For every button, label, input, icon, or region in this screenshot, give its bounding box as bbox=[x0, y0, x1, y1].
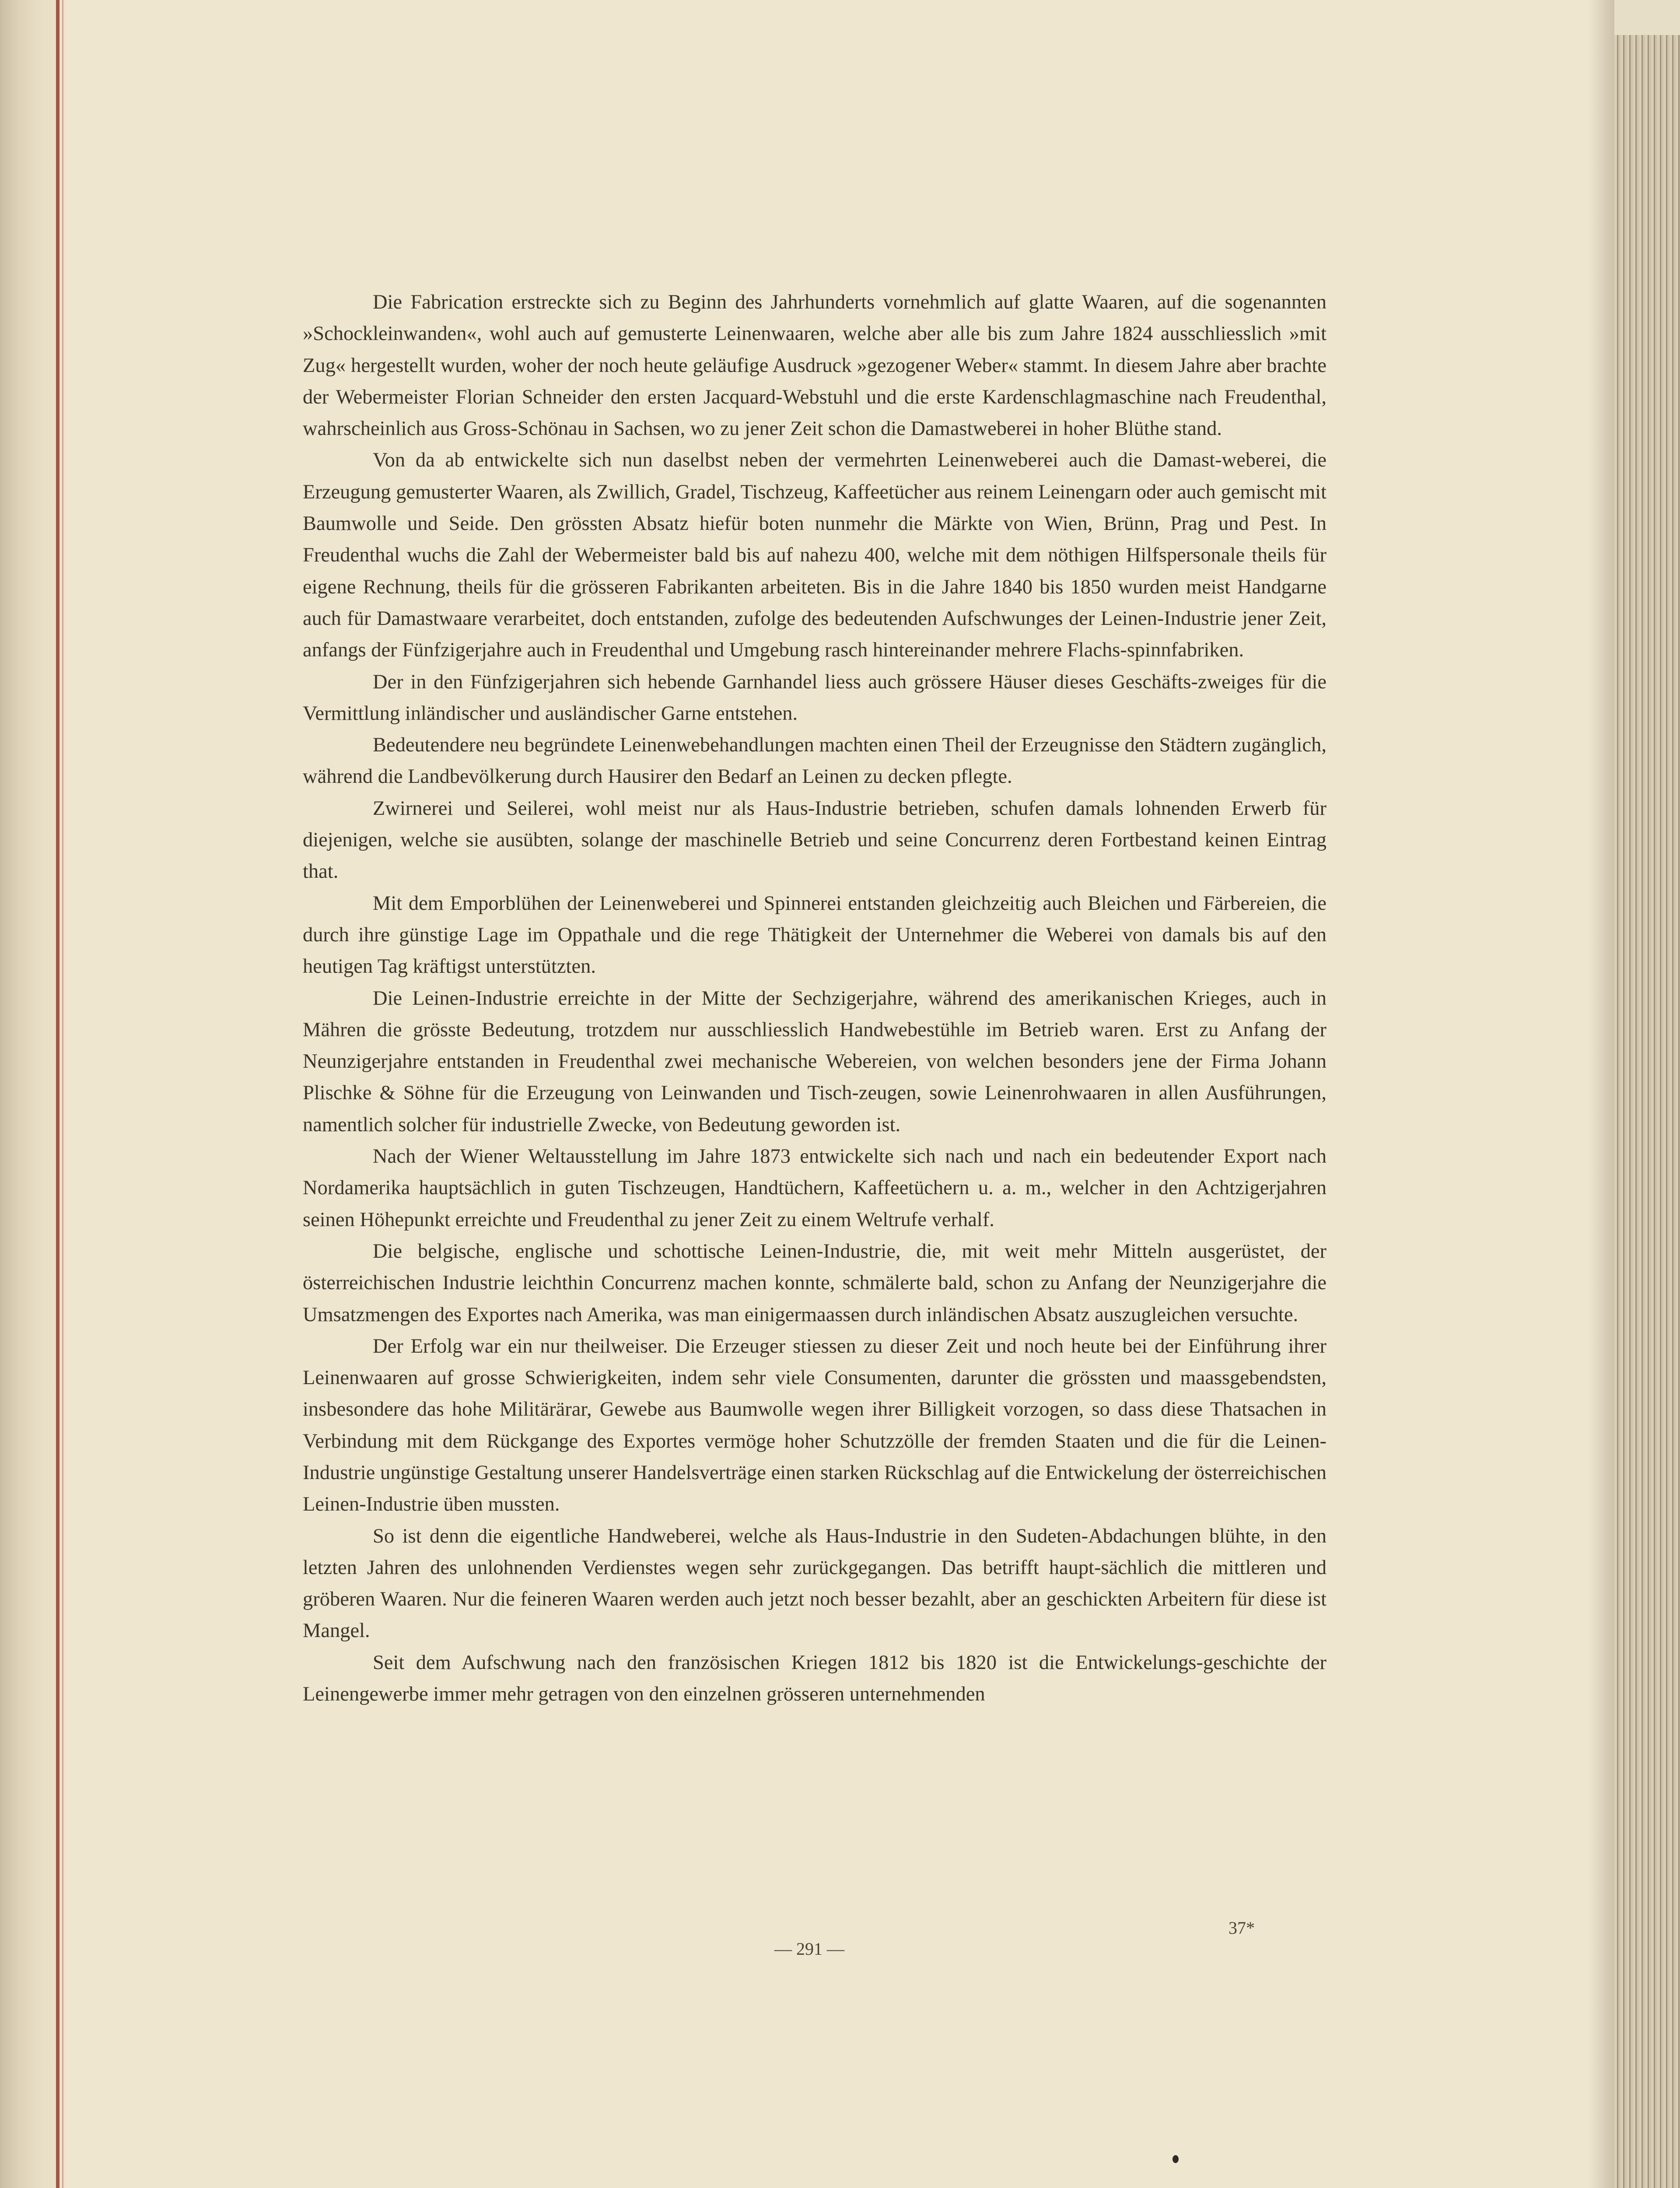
paragraph: Zwirnerei und Seilerei, wohl meist nur als Haus-Industrie betrieben, schufen damals lohnenden Erwerb für diejenigen, welche sie ausübten, solange der maschinelle Betrieb und seine Concurrenz deren Fortbestand keinen Eintrag that. bbox=[303, 797, 1326, 883]
paragraph: Der Erfolg war ein nur theilweiser. Die Erzeuger stiessen zu dieser Zeit und noch heute bei der Einführung ihrer Leinenwaaren auf grosse Schwierigkeiten, indem sehr viele Consumenten, darunter die grössten und maassgebendsten, insbesondere das hohe Militärärar, Gewebe aus Baumwolle wegen ihrer Billigkeit vorzogen, so dass diese Thatsachen in Verbindung mit dem Rückgange des Exportes vermöge hoher Schutzzölle der fremden Staaten und die für die Leinen-Industrie ungünstige Gestaltung unserer Handelsverträge einen starken Rückschlag auf die Entwickelung der österreichischen Leinen-Industrie üben mussten. bbox=[303, 1335, 1326, 1516]
ink-speck bbox=[1172, 2155, 1179, 2163]
paragraph: So ist denn die eigentliche Handweberei, welche als Haus-Industrie in den Sudeten-Abdachungen blühte, in den letzten Jahren des unlohnenden Verdienstes wegen sehr zurückgegangen. Das betrifft haupt-sächlich die mittleren und gröberen Waaren. Nur die feineren Waaren werden auch jetzt noch besser bezahlt, aber an geschickten Arbeitern für diese ist Mangel. bbox=[303, 1525, 1326, 1642]
signature-mark: 37* bbox=[1228, 1918, 1255, 1938]
binding-edge bbox=[56, 0, 60, 2188]
paragraph: Die Leinen-Industrie erreichte in der Mitte der Sechzigerjahre, während des amerikanischen Krieges, auch in Mähren die grösste Bedeutung, trotzdem nur ausschliesslich Handwebestühle im Betrieb waren. Erst zu Anfang der Neunzigerjahre entstanden in Freudenthal zwei mechanische Webereien, von welchen besonders jene der Firma Johann Plischke & Söhne für die Erzeugung von Leinwanden und Tisch-zeugen, sowie Leinenrohwaaren in allen Ausführungen, namentlich solcher für industrielle Zwecke, von Bedeutung geworden ist. bbox=[303, 987, 1326, 1136]
paragraph: Nach der Wiener Weltausstellung im Jahre 1873 entwickelte sich nach und nach ein bedeutender Export nach Nordamerika hauptsächlich in guten Tischzeugen, Handtüchern, Kaffeetüchern u. a. m., welcher in den Achtzigerjahren seinen Höhepunkt erreichte und Freudenthal zu jener Zeit zu einem Weltrufe verhalf. bbox=[303, 1145, 1326, 1231]
paragraph: Bedeutendere neu begründete Leinenwebehandlungen machten einen Theil der Erzeugnisse den Städtern zugänglich, während die Landbevölkerung durch Hausirer den Bedarf an Leinen zu decken pflegte. bbox=[303, 734, 1326, 788]
paragraph: Die belgische, englische und schottische Leinen-Industrie, die, mit weit mehr Mitteln ausgerüstet, der österreichischen Industrie leichthin Concurrenz machen konnte, schmälerte bald, schon zu Anfang der Neunzigerjahre die Umsatzmengen des Exportes nach Amerika, was man einigermaassen durch inländischen Absatz auszugleichen versuchte. bbox=[303, 1240, 1326, 1326]
paragraph: Von da ab entwickelte sich nun daselbst neben der vermehrten Leinenweberei auch die Damast-weberei, die Erzeugung gemusterter Waaren, als Zwillich, Gradel, Tischzeug, Kaffeetücher aus reinem Leinengarn oder auch gemischt mit Baumwolle und Seide. Den grössten Absatz hiefür boten nunmehr die Märkte von Wien, Brünn, Prag und Pest. In Freudenthal wuchs die Zahl der Webermeister bald bis auf nahezu 400, welche mit dem nöthigen Hilfspersonale theils für eigene Rechnung, theils für die grösseren Fabrikanten arbeiteten. Bis in die Jahre 1840 bis 1850 wurden meist Handgarne auch für Damastwaare verarbeitet, doch entstanden, zufolge des bedeutenden Aufschwunges der Leinen-Industrie jener Zeit, anfangs der Fünfzigerjahre auch in Freudenthal und Umgebung rasch hintereinander mehrere Flachs-spinnfabriken. bbox=[303, 449, 1326, 662]
binding-edge-highlight bbox=[62, 0, 63, 2188]
page-edge-top bbox=[1614, 0, 1680, 35]
page-number: — 291 — bbox=[774, 1939, 844, 1959]
paragraph: Mit dem Emporblühen der Leinenweberei und Spinnerei entstanden gleichzeitig auch Bleichen und Färbereien, die durch ihre günstige Lage im Oppathale und die rege Thätigkeit der Unternehmer die Weberei von damals bis auf den heutigen Tag kräftigst unterstützten. bbox=[303, 892, 1326, 978]
paragraph: Seit dem Aufschwung nach den französischen Kriegen 1812 bis 1820 ist die Entwickelungs-geschichte der Leinengewerbe immer mehr getragen von den einzelnen grösseren unternehmenden bbox=[303, 1651, 1326, 1706]
page-edge-stack bbox=[1614, 0, 1680, 2188]
paragraph: Die Fabrication erstreckte sich zu Beginn des Jahrhunderts vornehmlich auf glatte Waaren, auf die sogenannten »Schockleinwanden«, wohl auch auf gemusterte Leinenwaaren, welche aber alle bis zum Jahre 1824 ausschliesslich »mit Zug« hergestellt wurden, woher der noch heute geläufige Ausdruck »gezogener Weber« stammt. In diesem Jahre aber brachte der Webermeister Florian Schneider den ersten Jacquard-Webstuhl und die erste Kardenschlagmaschine nach Freudenthal, wahrscheinlich aus Gross-Schönau in Sachsen, wo zu jener Zeit schon die Damastweberei in hoher Blüthe stand. bbox=[303, 291, 1326, 440]
page-edge-shadow bbox=[1588, 0, 1614, 2188]
body-text bbox=[303, 287, 1326, 1710]
paragraph: Der in den Fünfzigerjahren sich hebende Garnhandel liess auch grössere Häuser dieses Geschäfts-zweiges für die Vermittlung inländischer und ausländischer Garne entstehen. bbox=[303, 670, 1326, 725]
